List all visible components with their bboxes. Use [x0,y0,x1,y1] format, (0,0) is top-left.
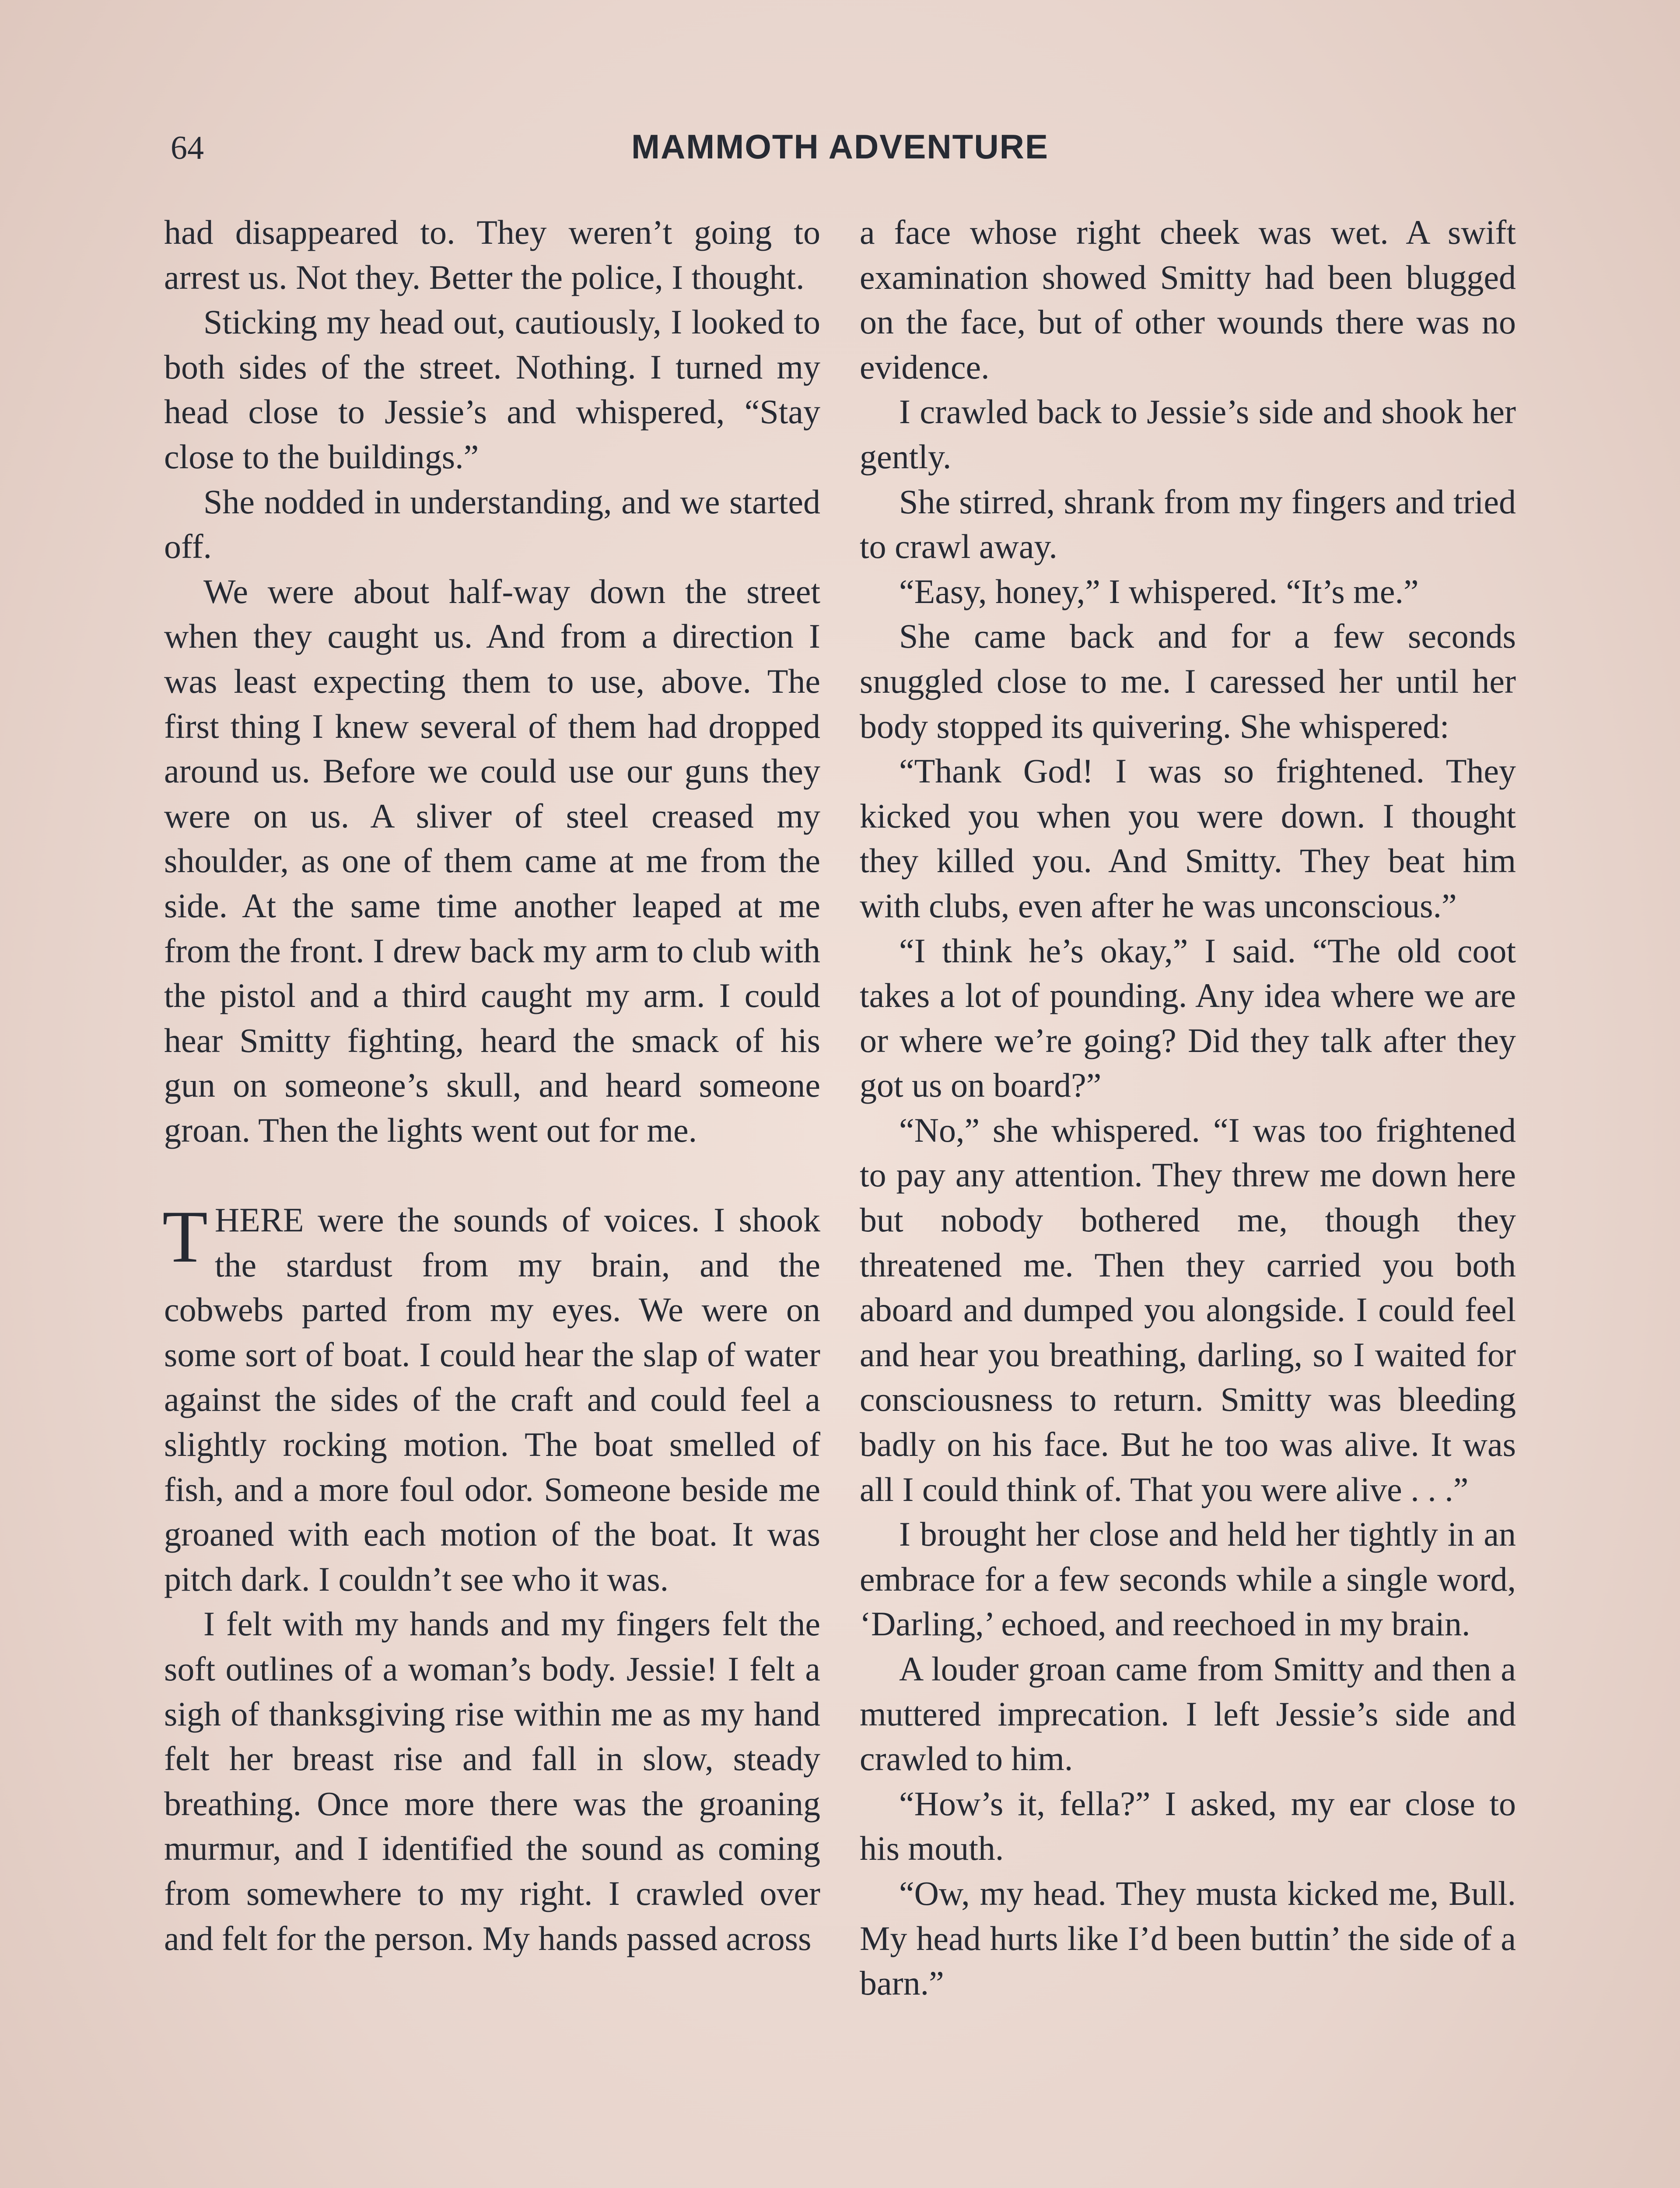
paragraph: “I think he’s okay,” I said. “The old coot takes a lot of pounding. Any idea where we are or where we’re going? Did they talk after they got us on board?” [860,931,1516,1105]
paragraph: A louder groan came from Smitty and then a muttered imprecation. I left Jessie’s side and crawled to him. [860,1650,1516,1778]
paragraph: “Easy, honey,” I whispered. “It’s me.” [899,572,1419,610]
paragraph: I felt with my hands and my fingers felt the soft outlines of a woman’s body. Jessie! I felt a sigh of thanksgiving rise within me as my hand felt her breast rise and fall in slow, steady breathing. Once more there was the groaning murmur, and I identified the sound as coming from somewhere to my right. I crawled over and felt for the person. My hands passed across [164,1605,820,1957]
paragraph: She came back and for a few seconds snuggled close to me. I caressed her until her body stopped its quivering. She whispered: [860,617,1516,745]
paragraph: “How’s it, fella?” I asked, my ear close to his mouth. [860,1784,1516,1868]
paragraph: She stirred, shrank from my fingers and tried to crawl away. [860,482,1516,566]
paragraph: She nodded in understanding, and we started off. [164,482,820,566]
paragraph: “No,” she whispered. “I was too frightened to pay any attention. They threw me down here but nobody bothered me, though they threatened me. Then they carried you both aboard and dumped you alongside. I could feel and hear you breathing, darling, so I waited for consciousness to return. Smitty was bleeding badly on his face. But he too was alive. It was all I could think of. That you were alive . . .” [860,1111,1516,1508]
paragraph: I crawled back to Jessie’s side and shook her gently. [860,393,1516,476]
paragraph: Sticking my head out, cautiously, I looked to both sides of the street. Nothing. I turned my head close to Jessie’s and whispered, “Stay close to the buildings.” [164,303,820,476]
paragraph: “Ow, my head. They musta kicked me, Bull. My head hurts like I’d been buttin’ the side of a barn.” [860,1874,1516,2002]
page-number: 64 [171,130,204,166]
paragraph: “Thank God! I was so frightened. They kicked you when you were down. I thought they killed you. And Smitty. They beat him with clubs, even after he was unconscious.” [860,752,1516,925]
right-column [860,210,1516,2006]
paragraph: I brought her close and held her tightly in an embrace for a few seconds while a single word, ‘Darling,’ echoed, and reechoed in my brain. [860,1515,1516,1643]
paragraph-text: were the sounds of voices. I shook the stardust from my brain, and the cobwebs parted from my eyes. We were on some sort of boat. I could hear the slap of water against the sides of the craft and could feel a slightly rocking motion. The boat smelled of fish, and a more foul odor. Someone beside me groaned with each motion of the boat. It was pitch dark. I couldn’t see who it was. [164,1201,820,1598]
left-column [164,210,820,1961]
running-title: MAMMOTH ADVENTURE [631,127,1049,166]
small-caps-lead: HERE [214,1201,304,1239]
drop-cap: T [162,1196,208,1278]
section-opening-paragraph [164,1198,820,1602]
paragraph: We were about half-way down the street when they caught us. And from a direction I was least expecting them to use, above. The first thing I knew several of them had dropped around us. Before we could use our guns they were on us. A sliver of steel creased my shoulder, as one of them came at me from the side. At the same time another leaped at me from the front. I drew back my arm to club with the pistol and a third caught my arm. I could hear Smitty fighting, heard the smack of his gun on someone’s skull, and heard someone groan. Then the lights went out for me. [164,572,820,1149]
paragraph: had disappeared to. They weren’t going to arrest us. Not they. Better the police, I thought. [164,213,820,296]
paragraph: a face whose right cheek was wet. A swift examination showed Smitty had been blugged on the face, but of other wounds there was no evidence. [860,213,1516,386]
